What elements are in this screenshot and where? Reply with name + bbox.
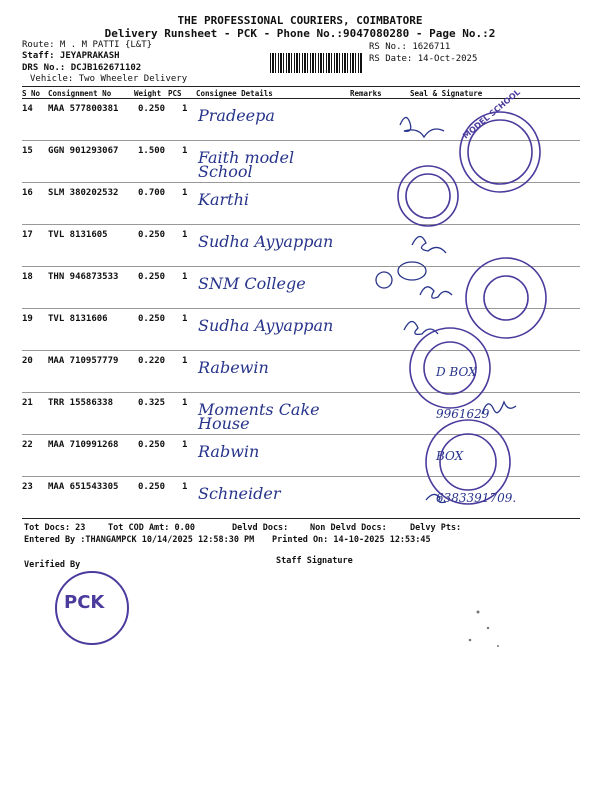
tot-cod-amt: Tot COD Amt: 0.00 <box>108 523 195 533</box>
entered-by: Entered By :THANGAMPCK 10/14/2025 12:58:30 PM <box>24 535 255 545</box>
table-bottom-line <box>22 518 580 519</box>
row-consignment: MAA 710991268 <box>48 440 119 450</box>
row-sno: 20 <box>22 356 33 366</box>
row-remark-handwritten: BOX <box>436 449 464 463</box>
staff-signature: Staff Signature <box>276 556 353 566</box>
row-sno: 19 <box>22 314 33 324</box>
row-consignee-handwritten: Sudha Ayyappan <box>198 316 334 335</box>
row-weight: 0.250 <box>138 230 166 240</box>
row-remark-handwritten: D BOX <box>436 365 477 379</box>
row-consignee-handwritten: Rabewin <box>198 358 269 377</box>
row-sno: 16 <box>22 188 33 198</box>
row-consignee-handwritten: Sudha Ayyappan <box>198 232 334 251</box>
row-consignment: TRR 15586338 <box>48 398 114 408</box>
printed-on: Printed On: 14-10-2025 12:53:45 <box>272 535 431 545</box>
row-consignment: SLM 380202532 <box>48 188 119 198</box>
col-weight: Weight <box>134 89 162 98</box>
row-consignee-handwritten: SNM College <box>198 274 306 293</box>
drs-no: DRS No.: DCJB162671102 <box>22 63 142 73</box>
rs-date: RS Date: 14-Oct-2025 <box>369 54 478 64</box>
row-pcs: 1 <box>182 482 188 492</box>
signature-scribble <box>482 402 516 414</box>
row-pcs: 1 <box>182 272 188 282</box>
delvy-pts: Delvy Pts: <box>410 523 462 533</box>
systems-stamp <box>466 258 546 338</box>
row-pcs: 1 <box>182 398 188 408</box>
row-weight: 0.250 <box>138 104 166 114</box>
handwritten-circle <box>376 272 392 288</box>
signature-scribble <box>420 287 452 298</box>
row-consignment: THN 946873533 <box>48 272 119 282</box>
row-weight: 0.325 <box>138 398 166 408</box>
row-pcs: 1 <box>182 440 188 450</box>
row-consignment: GGN 901293067 <box>48 146 119 156</box>
row-pcs: 1 <box>182 146 188 156</box>
row-consignee-handwritten: Moments Cake House <box>198 400 320 433</box>
vehicle: Vehicle: Two Wheeler Delivery <box>30 74 188 84</box>
row-sno: 14 <box>22 104 33 114</box>
row-pcs: 1 <box>182 356 188 366</box>
row-weight: 0.220 <box>138 356 166 366</box>
row-pcs: 1 <box>182 314 188 324</box>
row-consignee-handwritten: Karthi <box>198 190 249 209</box>
company-name: THE PROFESSIONAL COURIERS, COIMBATORE <box>177 14 423 27</box>
rabwin-industries-stamp-2 <box>426 420 510 504</box>
row-sno: 21 <box>22 398 33 408</box>
row-remark-handwritten: 6383391709. <box>436 491 517 505</box>
row-pcs: 1 <box>182 188 188 198</box>
rabwin-industries-stamp <box>410 328 490 408</box>
row-weight: 1.500 <box>138 146 166 156</box>
row-pcs: 1 <box>182 104 188 114</box>
model-school-stamp-text: MODEL SCHOOL <box>461 87 522 141</box>
col-sno: S No <box>22 89 41 98</box>
non-delvd-docs: Non Delvd Docs: <box>310 523 387 533</box>
row-sno: 17 <box>22 230 33 240</box>
handwritten-box-ellipse <box>398 262 426 280</box>
row-weight: 0.250 <box>138 272 166 282</box>
row-consignment: MAA 710957779 <box>48 356 119 366</box>
col-consignee: Consignee Details <box>196 89 273 98</box>
row-sno: 18 <box>22 272 33 282</box>
row-consignment: TVL 8131605 <box>48 230 108 240</box>
col-seal: Seal & Signature <box>410 89 483 98</box>
runsheet-title: Delivery Runsheet - PCK - Phone No.:9047080280 - Page No.:2 <box>104 27 496 40</box>
row-weight: 0.250 <box>138 482 166 492</box>
col-consignment: Consignment No <box>48 89 112 98</box>
row-consignee-handwritten: Rabwin <box>198 442 260 461</box>
rabwin-stamp <box>398 166 458 226</box>
tot-docs: Tot Docs: 23 <box>24 523 86 533</box>
row-consignment: MAA 651543305 <box>48 482 119 492</box>
route: Route: M . M PATTI {L&T} <box>22 40 153 50</box>
row-remark-handwritten: 9961629 <box>436 407 490 421</box>
rs-no: RS No.: 1626711 <box>369 42 451 52</box>
row-weight: 0.250 <box>138 440 166 450</box>
signature-scribble <box>400 117 444 137</box>
row-consignee-handwritten: Faith model School <box>198 148 295 181</box>
verified-by: Verified By <box>24 560 81 570</box>
row-consignee-handwritten: Pradeepa <box>198 106 275 125</box>
delvd-docs: Delvd Docs: <box>232 523 289 533</box>
row-consignee-handwritten: Schneider <box>198 484 281 503</box>
row-sno: 15 <box>22 146 33 156</box>
row-weight: 0.700 <box>138 188 166 198</box>
col-pcs: PCS <box>168 89 182 98</box>
row-pcs: 1 <box>182 230 188 240</box>
row-consignment: MAA 577800381 <box>48 104 119 114</box>
row-sno: 23 <box>22 482 33 492</box>
row-weight: 0.250 <box>138 314 166 324</box>
staff: Staff: JEYAPRAKASH <box>22 51 120 61</box>
row-consignment: TVL 8131606 <box>48 314 108 324</box>
signature-scribble <box>412 236 446 253</box>
col-remarks: Remarks <box>350 89 382 98</box>
pck-stamp-text: PCK <box>64 592 105 613</box>
row-sno: 22 <box>22 440 33 450</box>
